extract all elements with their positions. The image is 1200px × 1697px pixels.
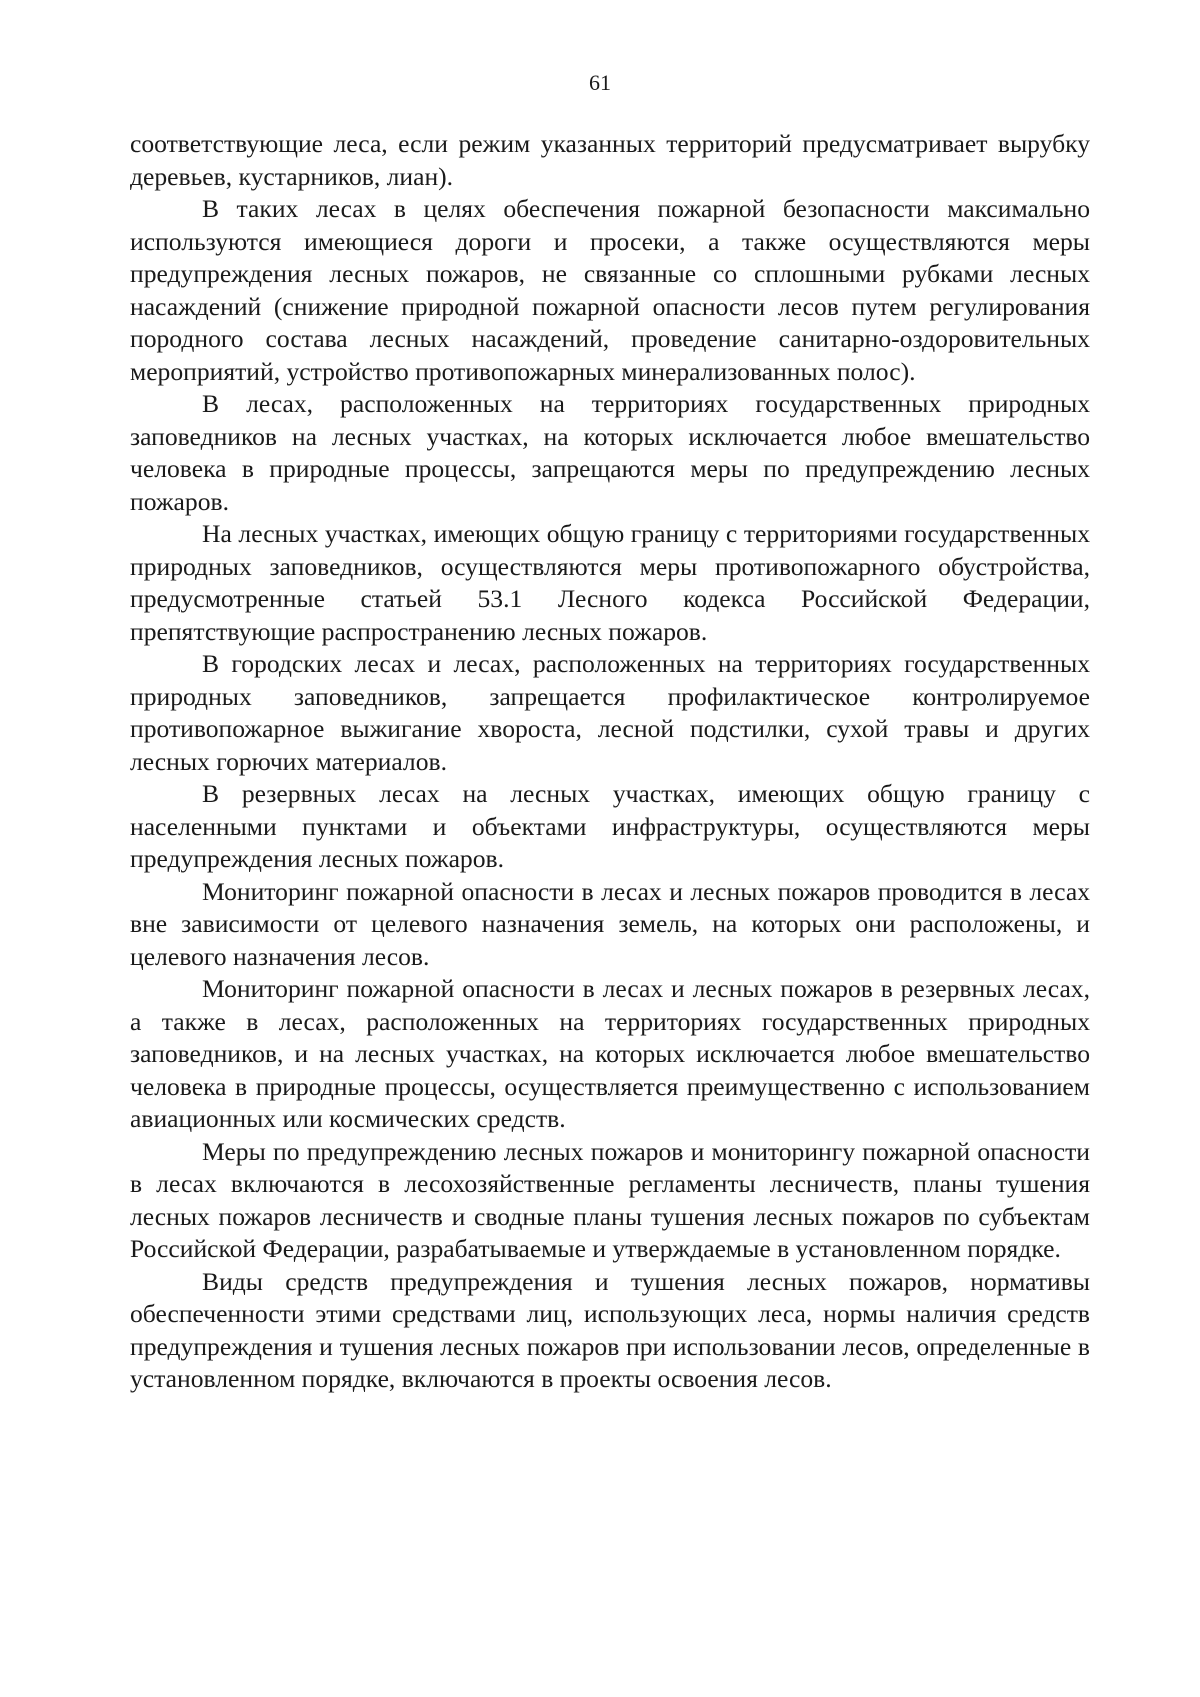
paragraph-continuation: соответствующие леса, если режим указанных территорий предусматривает вырубку деревьев, кустарников, лиан). [130,129,1090,191]
paragraph: В лесах, расположенных на территориях государственных природных заповедников на лесных участках, на которых исключается любое вмешательство человека в природные процессы, запрещаются меры по предупреждению лесных пожаров. [130,389,1090,516]
paragraph: Мониторинг пожарной опасности в лесах и лесных пожаров в резервных лесах, а также в лесах, расположенных на территориях государственных природных заповедников, и на лесных участках, на которых исключается любое вмешательство человека в природные процессы, осуществляется преимущественно с использованием авиационных или космических средств. [130,974,1090,1133]
paragraph: В городских лесах и лесах, расположенных на территориях государственных природных заповедников, запрещается профилактическое контролируемое противопожарное выжигание хвороста, лесной подстилки, сухой травы и других лесных горючих материалов. [130,649,1090,776]
paragraph: Виды средств предупреждения и тушения лесных пожаров, нормативы обеспеченности этими средствами лиц, использующих леса, нормы наличия средств предупреждения и тушения лесных пожаров при использовании лесов, определенные в установленном порядке, включаются в проекты освоения лесов. [130,1266,1090,1393]
document-body [130,128,1090,1396]
paragraph: Мониторинг пожарной опасности в лесах и лесных пожаров проводится в лесах вне зависимости от целевого назначения земель, на которых они расположены, и целевого назначения лесов. [130,876,1090,971]
paragraph: На лесных участках, имеющих общую границу с территориями государственных природных заповедников, осуществляются меры противопожарного обустройства, предусмотренные статьей 53.1 Лесного кодекса Российской Федерации, препятствующие распространению лесных пожаров. [130,519,1090,646]
paragraph: Меры по предупреждению лесных пожаров и мониторингу пожарной опасности в лесах включаются в лесохозяйственные регламенты лесничеств, планы тушения лесных пожаров лесничеств и сводные планы тушения лесных пожаров по субъектам Российской Федерации, разрабатываемые и утверждаемые в установленном порядке. [130,1136,1090,1263]
paragraph: В таких лесах в целях обеспечения пожарной безопасности максимально используются имеющиеся дороги и просеки, а также осуществляются меры предупреждения лесных пожаров, не связанные со сплошными рубками лесных насаждений (снижение природной пожарной опасности лесов путем регулирования породного состава лесных насаждений, проведение санитарно-оздоровительных мероприятий, устройство противопожарных минерализованных полос). [130,194,1090,386]
paragraph: В резервных лесах на лесных участках, имеющих общую границу с населенными пунктами и объектами инфраструктуры, осуществляются меры предупреждения лесных пожаров. [130,779,1090,873]
page-number: 61 [589,70,611,95]
